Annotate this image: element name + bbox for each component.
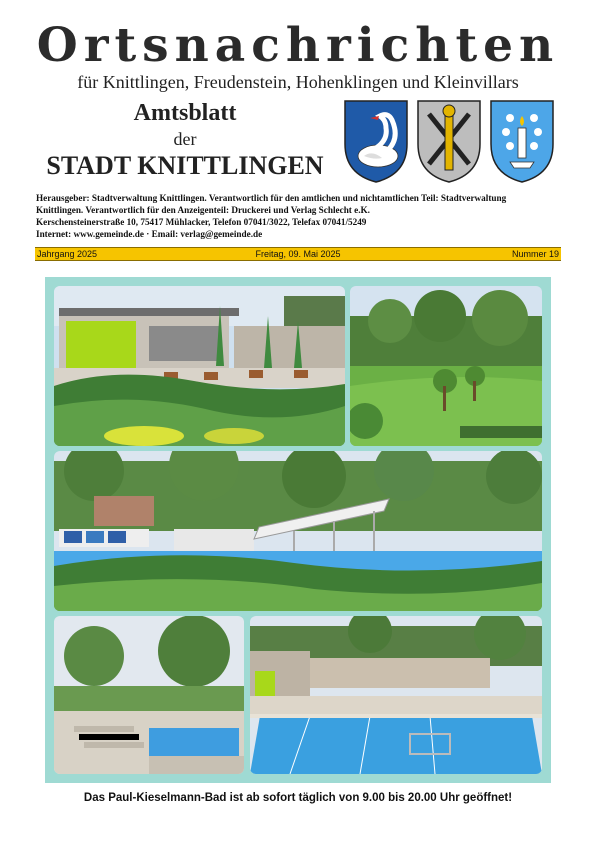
imprint-line: Herausgeber: Stadtverwaltung Knittlingen. Verantwortlich für den amtlichen und nichtamtlichen Teil: Stadtverwaltung xyxy=(36,193,507,203)
imprint-line: Internet: www.gemeinde.de · Email: verlag@gemeinde.de xyxy=(36,229,263,239)
issue-year: Jahrgang 2025 xyxy=(37,249,98,259)
swan-crest-icon xyxy=(342,98,410,184)
issue-info-bar xyxy=(35,247,561,261)
imprint-block xyxy=(36,192,566,240)
mine-tools-crest-icon xyxy=(415,98,483,184)
collage-caption: Das Paul-Kieselmann-Bad ist ab sofort täglich von 9.00 bis 20.00 Uhr geöffnet! xyxy=(83,792,513,804)
candle-crest-icon xyxy=(488,98,556,184)
city-name: STADT KNITTLINGEN xyxy=(46,151,324,180)
imprint-line: Kerschensteinerstraße 10, 75417 Mühlacker, Telefon 07041/3022, Telefax 07041/5249 xyxy=(36,217,367,227)
photo-slide xyxy=(54,451,542,611)
issue-number: Nummer 19 xyxy=(511,249,559,259)
photo-terrace xyxy=(54,286,345,446)
photo-collage xyxy=(45,277,551,783)
der-label: der xyxy=(173,129,197,149)
issue-date: Freitag, 09. Mai 2025 xyxy=(255,249,341,259)
photo-stairs xyxy=(54,616,244,774)
photo-pool xyxy=(250,616,542,774)
masthead-subtitle: für Knittlingen, Freudenstein, Hohenklingen und Kleinvillars xyxy=(77,72,519,92)
crest-group xyxy=(342,98,557,184)
photo-lawn xyxy=(350,286,542,446)
masthead-title: Ortsnachrichten xyxy=(36,18,560,73)
amtsblatt-label: Amtsblatt xyxy=(133,100,237,126)
imprint-line: Knittlingen. Verantwortlich für den Anzeigenteil: Druckerei und Verlag Schlecht e.K. xyxy=(36,205,370,215)
